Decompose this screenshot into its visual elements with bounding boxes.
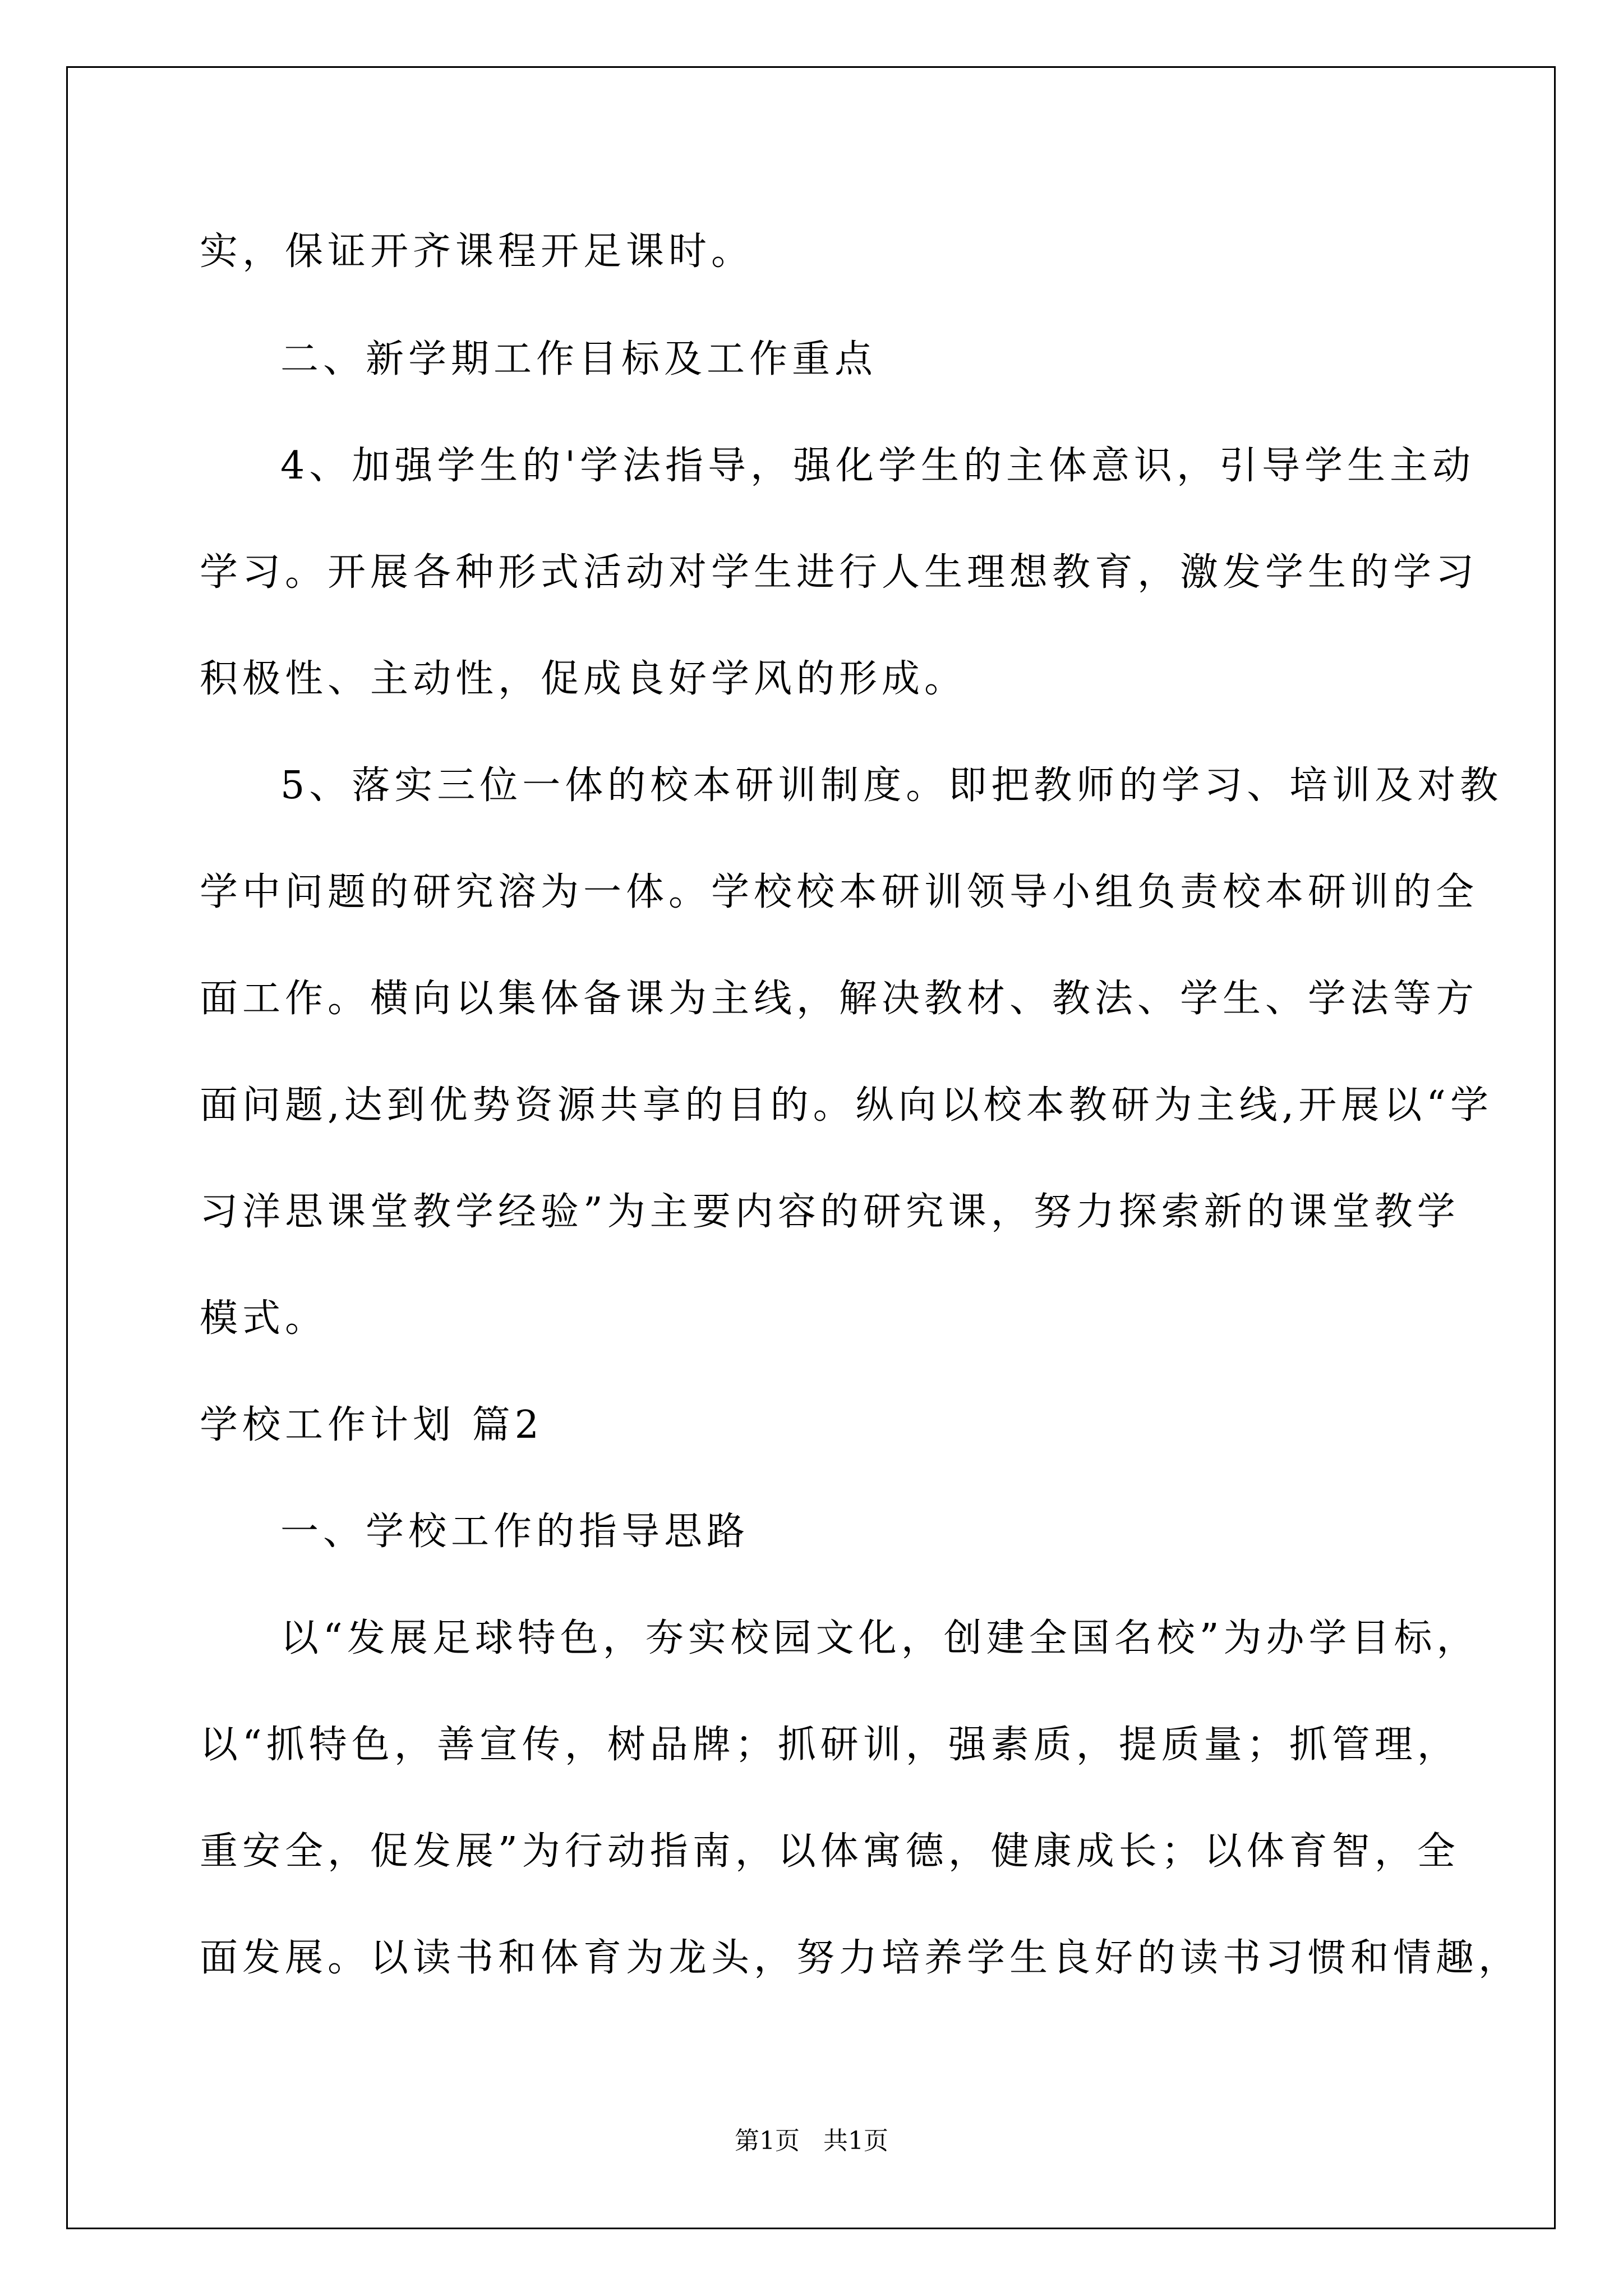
text-line: 以“抓特色，善宣传，树品牌；抓研训，强素质，提质量；抓管理， <box>200 1723 1460 1767</box>
text-line: 5、落实三位一体的校本研训制度。即把教师的学习、培训及对教 <box>280 763 1503 808</box>
article-title: 学校工作计划 篇2 <box>200 1403 543 1447</box>
text-line: 面问题,达到优势资源共享的目的。纵向以校本教研为主线,开展以“学 <box>200 1083 1493 1128</box>
section-heading: 一、学校工作的指导思路 <box>280 1510 750 1554</box>
text-line: 以“发展足球特色，夯实校园文化，创建全国名校”为办学目标， <box>280 1616 1479 1660</box>
text-line: 面发展。以读书和体育为龙头，努力培养学生良好的读书习惯和情趣， <box>200 1936 1521 1980</box>
text-line: 习洋思课堂教学经验”为主要内容的研究课，努力探索新的课堂教学 <box>200 1190 1460 1234</box>
text-line: 面工作。横向以集体备课为主线，解决教材、教法、学生、学法等方 <box>200 977 1479 1021</box>
text-line: 实，保证开齐课程开足课时。 <box>200 229 754 274</box>
text-line: 积极性、主动性，促成良好学风的形成。 <box>200 657 967 701</box>
text-line: 学中问题的研究溶为一体。学校校本研训领导小组负责校本研训的全 <box>200 870 1479 914</box>
page-footer: 第1页 共1页 <box>735 2127 888 2155</box>
text-line: 重安全，促发展”为行动指南，以体寓德，健康成长；以体育智，全 <box>200 1829 1460 1874</box>
page-border <box>66 66 1556 2229</box>
text-line: 4、加强学生的'学法指导，强化学生的主体意识，引导学生主动 <box>280 444 1475 488</box>
text-line: 模式。 <box>200 1296 328 1341</box>
section-heading: 二、新学期工作目标及工作重点 <box>280 337 878 381</box>
text-line: 学习。开展各种形式活动对学生进行人生理想教育，激发学生的学习 <box>200 550 1479 595</box>
